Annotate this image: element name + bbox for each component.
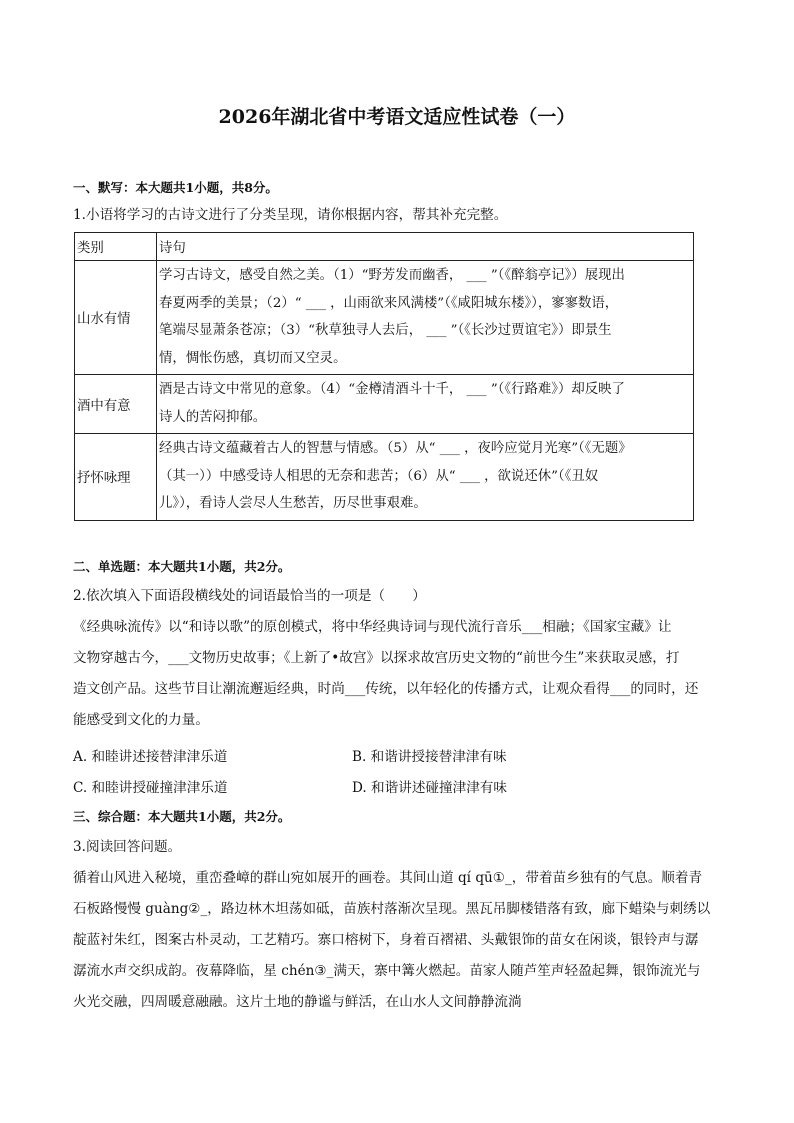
row-poems	[157, 375, 694, 434]
section-3-heading: 三、综合题：本大题共1小题，共2分。	[73, 809, 291, 824]
table-row	[75, 434, 694, 521]
option-c[interactable]: C. 和睦讲授碰撞津津乐道	[73, 780, 228, 796]
question-3-passage-line: 靛蓝衬朱红，图案古朴灵动，工艺精巧。寨口榕树下，身着百褶裙、头戴银饰的苗女在闲谈，银铃声与潺	[73, 932, 699, 948]
question-3-passage-line: 火光交融，四周暖意融融。这片土地的静谧与鲜活，在山水人文间静静流淌	[73, 994, 522, 1010]
poem-line: 经典古诗文蕴藏着古人的智慧与情感。（5）从“ ___ ，夜吟应觉月光寒”（《无题》	[159, 441, 632, 456]
poetry-table	[74, 232, 694, 521]
poem-line: 诗人的苦闷抑郁。	[159, 409, 267, 425]
option-d[interactable]: D. 和谐讲述碰撞津津有味	[352, 780, 507, 796]
question-3-passage-line: 石板路慢慢 guàng②_，路边林木坦荡如砥，苗族村落渐次呈现。黑瓦吊脚楼错落有致，廊下蜡染与刺绣以	[73, 901, 711, 917]
header-category: 类别	[75, 233, 157, 261]
question-2-passage-line: 能感受到文化的力量。	[73, 712, 209, 728]
option-b[interactable]: B. 和谐讲授接替津津有味	[352, 749, 507, 765]
row-poems	[157, 261, 694, 375]
row-category: 酒中有意	[75, 375, 157, 434]
question-2-passage-line: 文物穿越古今，___文物历史故事；《上新了•故宫》以探求故宫历史文物的“前世今生”来获取灵感，打	[73, 650, 680, 666]
question-3-passage-line: 循着山风进入秘境，重峦叠嶂的群山宛如展开的画卷。其间山道 qí qū①_，带着苗乡独有的气息。顺着青	[73, 870, 703, 886]
poem-line: 学习古诗文，感受自然之美。（1）“野芳发而幽香， ___ ”（《醉翁亭记》）展现出	[159, 268, 625, 283]
header-poems: 诗句	[157, 233, 694, 261]
question-2-passage-line: 造文创产品。这些节目让潮流邂逅经典，时尚___传统，以年轻化的传播方式，让观众看得___的同时，还	[73, 681, 699, 697]
section-1-heading: 一、默写：本大题共1小题，共8分。	[73, 180, 278, 195]
poem-line: 酒是古诗文中常见的意象。（4）“金樽清酒斗十千， ___ ”（《行路难》）却反映了	[159, 382, 625, 397]
question-1-stem: 1.小语将学习的古诗文进行了分类呈现，请你根据内容，帮其补充完整。	[73, 207, 508, 223]
section-2-heading: 二、单选题：本大题共1小题，共2分。	[73, 559, 291, 574]
option-a[interactable]: A. 和睦讲述接替津津乐道	[73, 749, 228, 765]
poem-line: 笔端尽显萧条苍凉；（3）“秋草独寻人去后， ___ ”（《长沙过贾谊宅》）即景生	[159, 323, 612, 338]
question-2-stem: 2.依次填入下面语段横线处的词语最恰当的一项是（ ）	[73, 588, 426, 604]
table-row	[75, 375, 694, 434]
row-category: 山水有情	[75, 261, 157, 375]
poem-line: 儿》），看诗人尝尽人生愁苦，历尽世事艰难。	[159, 496, 427, 511]
question-3-passage-line: 潺流水声交织成韵。夜幕降临，星 chén③_满天，寨中篝火燃起。苗家人随芦笙声轻盈起舞，银饰流光与	[73, 963, 701, 979]
question-2-passage-line: 《经典咏流传》以“和诗以歌”的原创模式，将中华经典诗词与现代流行音乐___相融；《国家宝藏》让	[73, 619, 672, 635]
question-3-stem: 3.阅读回答问题。	[73, 839, 182, 855]
table-header-row	[75, 233, 694, 261]
page-title: 2026年湖北省中考语文适应性试卷（一）	[218, 106, 576, 128]
row-poems	[157, 434, 694, 521]
poem-line: 春夏两季的美景；（2）“ ___ ，山雨欲来风满楼”（《咸阳城东楼》），寥寥数语，	[159, 295, 619, 311]
poem-line: （其一））中感受诗人相思的无奈和悲苦；（6）从“ ___ ，欲说还休”（《丑奴	[159, 468, 599, 484]
table-row	[75, 261, 694, 375]
poem-line: 情，惆怅伤感，真切而又空灵。	[159, 350, 347, 366]
row-category: 抒怀咏理	[75, 434, 157, 521]
